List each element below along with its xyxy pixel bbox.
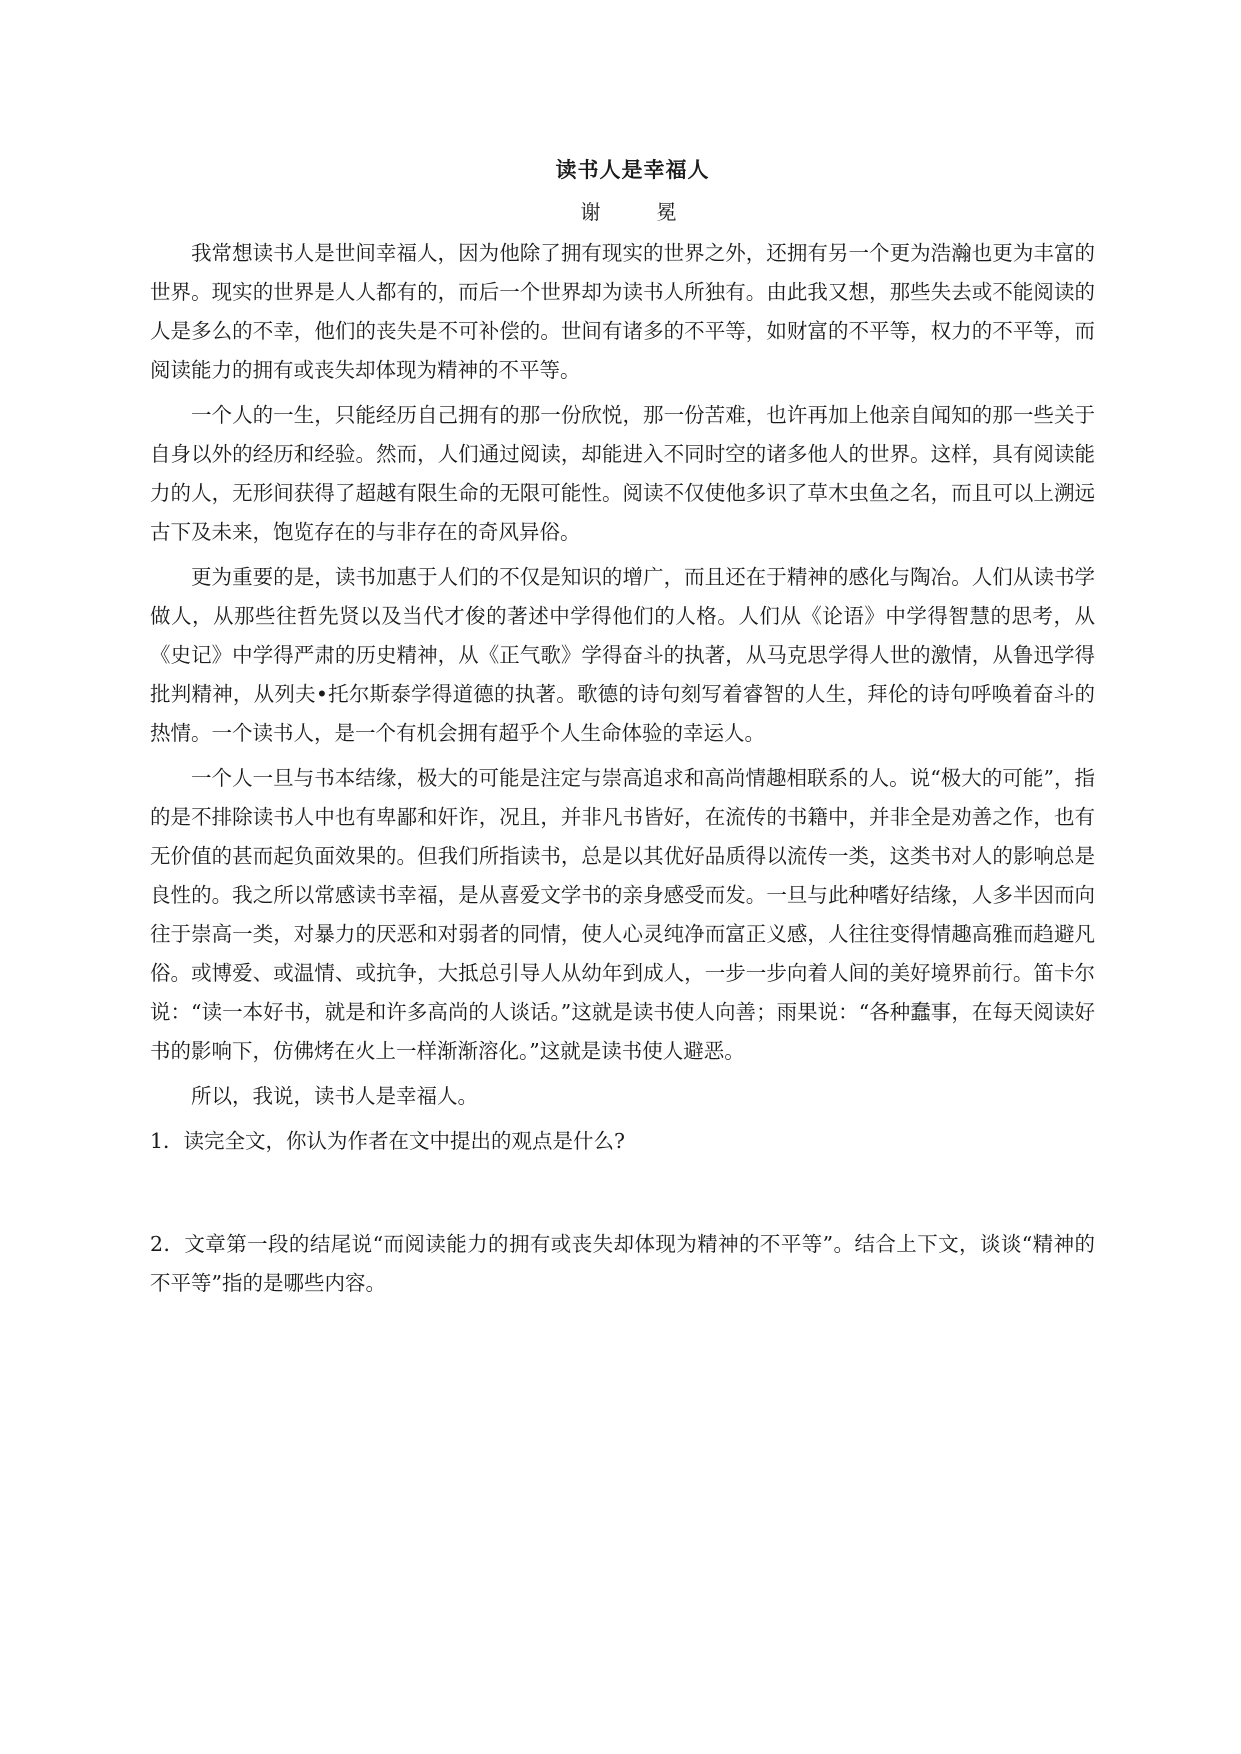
document-author: 谢 冕 [580,200,695,224]
document-page [150,150,1095,1303]
paragraph-3: 更为重要的是，读书加惠于人们的不仅是知识的增广，而且还在于精神的感化与陶冶。人们从读书学做人，从那些往哲先贤以及当代才俊的著述中学得他们的人格。人们从《论语》中学得智慧的思考，从《史记》中学得严肃的历史精神，从《正气歌》学得奋斗的执著，从马克思学得人世的激情，从鲁迅学得批判精神，从列夫•托尔斯泰学得道德的执著。歌德的诗句刻写着睿智的人生，拜伦的诗句呼唤着奋斗的热情。一个读书人，是一个有机会拥有超乎个人生命体验的幸运人。 [150,565,1095,745]
paragraph-1: 我常想读书人是世间幸福人，因为他除了拥有现实的世界之外，还拥有另一个更为浩瀚也更为丰富的世界。现实的世界是人人都有的，而后一个世界却为读书人所独有。由此我又想，那些失去或不能阅读的人是多么的不幸，他们的丧失是不可补偿的。世间有诸多的不平等，如财富的不平等，权力的不平等，而阅读能力的拥有或丧失却体现为精神的不平等。 [150,241,1095,382]
paragraph-2: 一个人的一生，只能经历自己拥有的那一份欣悦，那一份苦难，也许再加上他亲自闻知的那一些关于自身以外的经历和经验。然而，人们通过阅读，却能进入不同时空的诸多他人的世界。这样，具有阅读能力的人，无形间获得了超越有限生命的无限可能性。阅读不仅使他多识了草木虫鱼之名，而且可以上溯远古下及未来，饱览存在的与非存在的奇风异俗。 [150,403,1095,544]
question-1: 1．读完全文，你认为作者在文中提出的观点是什么? [150,1129,626,1153]
paragraph-5: 所以，我说，读书人是幸福人。 [191,1084,478,1108]
paragraph-4: 一个人一旦与书本结缘，极大的可能是注定与崇高追求和高尚情趣相联系的人。说“极大的可能”，指的是不排除读书人中也有卑鄙和奸诈，况且，并非凡书皆好，在流传的书籍中，并非全是劝善之作，也有无价值的甚而起负面效果的。但我们所指读书，总是以其优好品质得以流传一类，这类书对人的影响总是良性的。我之所以常感读书幸福，是从喜爱文学书的亲身感受而发。一旦与此种嗜好结缘，人多半因而向往于崇高一类，对暴力的厌恶和对弱者的同情，使人心灵纯净而富正义感，人往往变得情趣高雅而趋避凡俗。或博爱、或温情、或抗争，大抵总引导人从幼年到成人，一步一步向着人间的美好境界前行。笛卡尔说：“读一本好书，就是和许多高尚的人谈话。”这就是读书使人向善；雨果说：“各种蠢事，在每天阅读好书的影响下，仿佛烤在火上一样渐渐溶化。”这就是读书使人避恶。 [150,766,1095,1063]
question-2: 2．文章第一段的结尾说“而阅读能力的拥有或丧失却体现为精神的不平等”。结合上下文，谈谈“精神的不平等”指的是哪些内容。 [150,1232,1095,1295]
document-title: 读书人是幸福人 [555,158,710,182]
